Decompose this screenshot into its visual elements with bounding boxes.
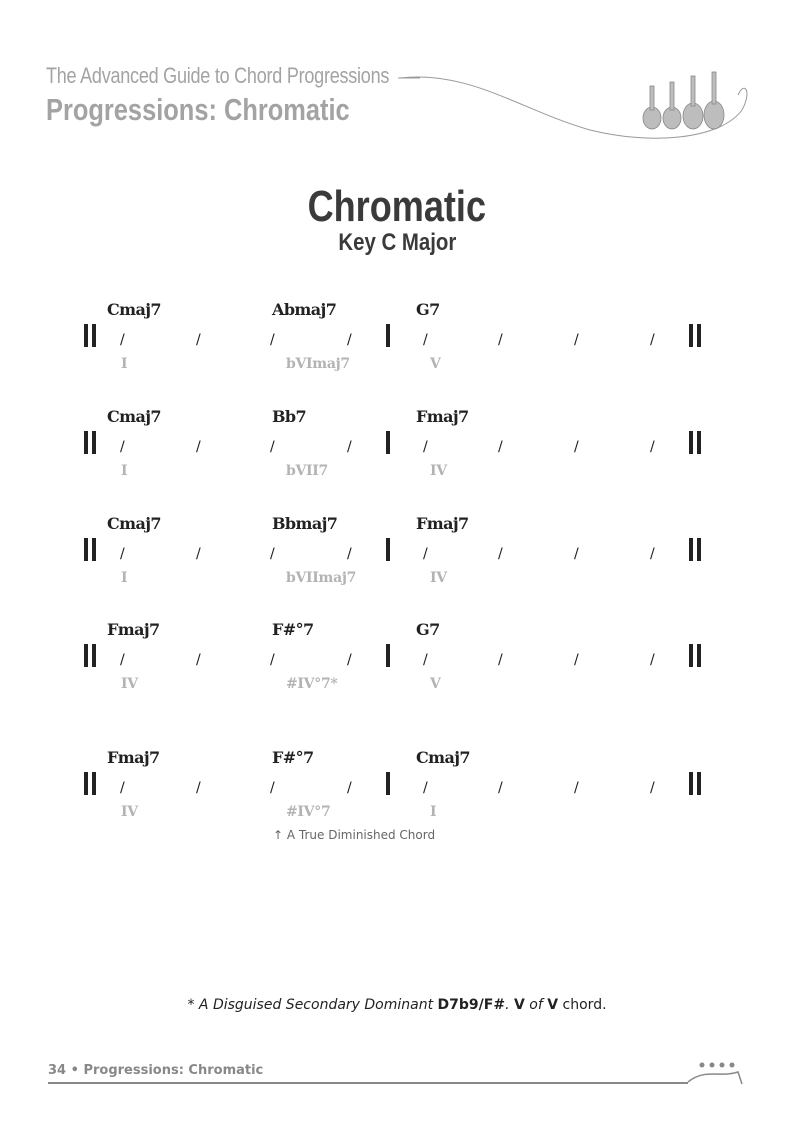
chord-symbol: Fmaj7 xyxy=(107,620,160,639)
up-arrow-icon: ↑ xyxy=(273,828,284,842)
roman-numeral: V xyxy=(430,356,441,372)
roman-numeral: IV xyxy=(430,463,447,479)
beat-slash: / xyxy=(347,439,352,455)
beat-slash: / xyxy=(650,332,655,348)
key-label: Key C Major xyxy=(338,229,456,256)
progression-row xyxy=(0,407,794,497)
beat-slash: / xyxy=(196,439,201,455)
start-double-barline xyxy=(84,538,98,561)
beat-slash: / xyxy=(574,652,579,668)
roman-numeral: #IV°7* xyxy=(286,676,338,692)
end-double-barline xyxy=(689,431,703,454)
beat-slash: / xyxy=(347,546,352,562)
beat-slash: / xyxy=(574,332,579,348)
beat-slash: / xyxy=(498,439,503,455)
series-title: The Advanced Guide to Chord Progressions xyxy=(46,63,390,88)
beat-slash: / xyxy=(650,780,655,796)
beat-slash: / xyxy=(196,332,201,348)
beat-slash: / xyxy=(347,652,352,668)
chord-symbol: Cmaj7 xyxy=(107,300,161,319)
roman-numeral: bVIImaj7 xyxy=(286,570,357,586)
beat-slash: / xyxy=(423,652,428,668)
end-double-barline xyxy=(689,538,703,561)
beat-slash: / xyxy=(650,652,655,668)
chord-symbol: Fmaj7 xyxy=(416,514,469,533)
chord-symbol: Cmaj7 xyxy=(107,407,161,426)
beat-slash: / xyxy=(423,332,428,348)
barline xyxy=(386,324,390,347)
beat-slash: / xyxy=(423,439,428,455)
chord-symbol: F#°7 xyxy=(272,620,314,639)
start-double-barline xyxy=(84,324,98,347)
beat-slash: / xyxy=(196,780,201,796)
page-title: Chromatic xyxy=(307,182,487,231)
start-double-barline xyxy=(84,772,98,795)
beat-slash: / xyxy=(196,652,201,668)
beat-slash: / xyxy=(574,546,579,562)
footnote: * A Disguised Secondary Dominant D7b9/F#. V of V chord. xyxy=(187,997,607,1013)
beat-slash: / xyxy=(120,780,125,796)
barline xyxy=(386,431,390,454)
section-title: Progressions: Chromatic xyxy=(46,92,350,127)
beat-slash: / xyxy=(120,652,125,668)
page-footer: 34 • Progressions: Chromatic xyxy=(48,1063,264,1078)
chord-symbol: F#°7 xyxy=(272,748,314,767)
ukulele-icon xyxy=(643,72,724,129)
beat-slash: / xyxy=(270,546,275,562)
chord-symbol: Cmaj7 xyxy=(107,514,161,533)
beat-slash: / xyxy=(120,546,125,562)
chord-symbol: G7 xyxy=(416,300,440,319)
start-double-barline xyxy=(84,431,98,454)
chord-symbol: Fmaj7 xyxy=(416,407,469,426)
roman-numeral: I xyxy=(121,356,128,372)
roman-numeral: bVII7 xyxy=(286,463,328,479)
diminished-annotation xyxy=(273,828,435,842)
chord-symbol: Bbmaj7 xyxy=(272,514,338,533)
beat-slash: / xyxy=(650,546,655,562)
chord-symbol: Bb7 xyxy=(272,407,307,426)
chord-symbol: Abmaj7 xyxy=(272,300,337,319)
chord-symbol: Fmaj7 xyxy=(107,748,160,767)
beat-slash: / xyxy=(574,780,579,796)
beat-slash: / xyxy=(347,780,352,796)
end-double-barline xyxy=(689,772,703,795)
beat-slash: / xyxy=(498,780,503,796)
roman-numeral: I xyxy=(430,804,437,820)
chord-symbol: G7 xyxy=(416,620,440,639)
barline xyxy=(386,538,390,561)
beat-slash: / xyxy=(423,780,428,796)
beat-slash: / xyxy=(270,780,275,796)
footer-decoration xyxy=(680,1058,750,1088)
roman-numeral: I xyxy=(121,463,128,479)
beat-slash: / xyxy=(270,332,275,348)
beat-slash: / xyxy=(196,546,201,562)
start-double-barline xyxy=(84,644,98,667)
beat-slash: / xyxy=(347,332,352,348)
beat-slash: / xyxy=(423,546,428,562)
beat-slash: / xyxy=(498,332,503,348)
progression-row xyxy=(0,514,794,604)
end-double-barline xyxy=(689,644,703,667)
beat-slash: / xyxy=(270,439,275,455)
roman-numeral: IV xyxy=(121,676,138,692)
chord-symbol: Cmaj7 xyxy=(416,748,470,767)
roman-numeral: I xyxy=(121,570,128,586)
footer-rule xyxy=(48,1082,688,1084)
end-double-barline xyxy=(689,324,703,347)
barline xyxy=(386,644,390,667)
roman-numeral: IV xyxy=(121,804,138,820)
beat-slash: / xyxy=(270,652,275,668)
roman-numeral: V xyxy=(430,676,441,692)
beat-slash: / xyxy=(650,439,655,455)
roman-numeral: bVImaj7 xyxy=(286,356,350,372)
beat-slash: / xyxy=(498,546,503,562)
progression-row xyxy=(0,620,794,710)
roman-numeral: #IV°7 xyxy=(286,804,331,820)
progression-row xyxy=(0,748,794,838)
header-decoration xyxy=(0,0,794,160)
beat-slash: / xyxy=(574,439,579,455)
roman-numeral: IV xyxy=(430,570,447,586)
beat-slash: / xyxy=(498,652,503,668)
progression-row xyxy=(0,300,794,390)
beat-slash: / xyxy=(120,439,125,455)
barline xyxy=(386,772,390,795)
annotation-text: A True Diminished Chord xyxy=(286,828,436,842)
beat-slash: / xyxy=(120,332,125,348)
